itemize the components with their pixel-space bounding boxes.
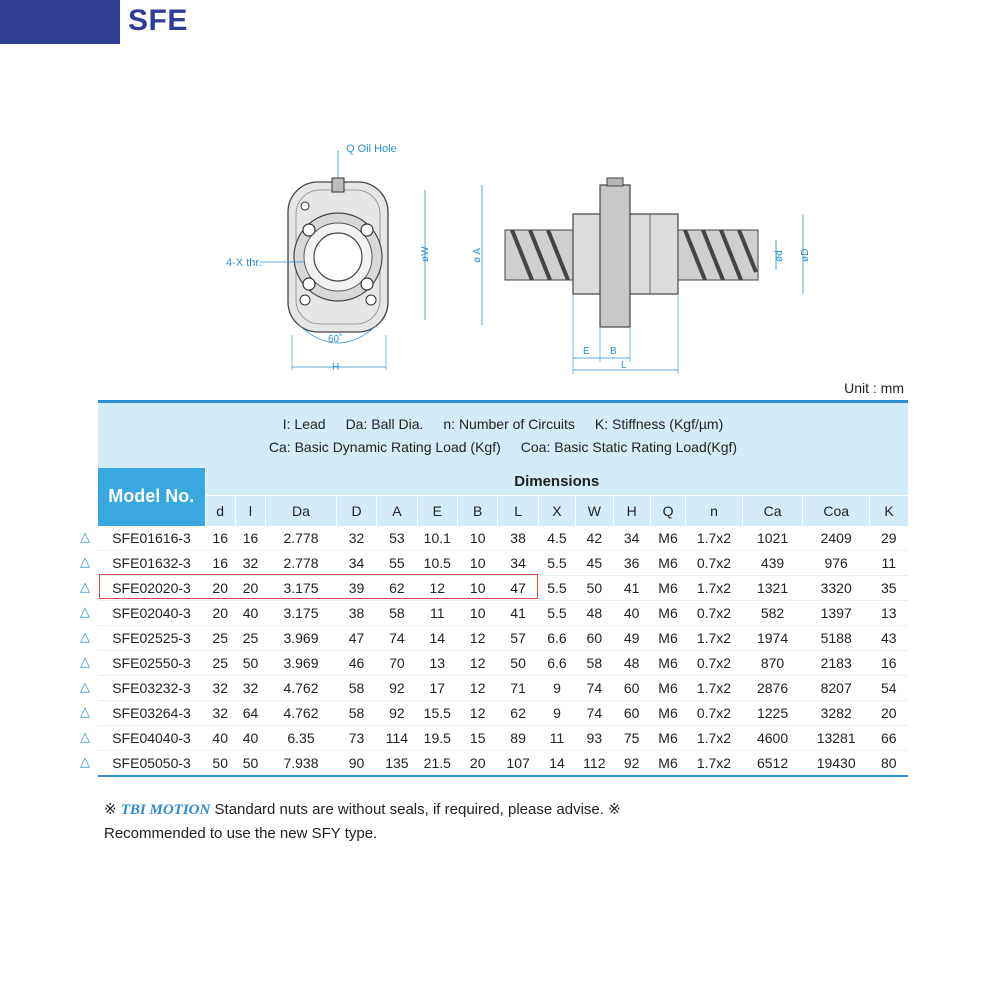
table-cell: 3.175 [266, 601, 337, 626]
table-cell: M6 [650, 601, 685, 626]
a-label: ø A [472, 247, 483, 263]
table-cell: 60 [613, 676, 650, 701]
front-view [226, 143, 431, 373]
row-marker: △ [80, 729, 90, 744]
legend-item: Da: Ball Dia. [345, 416, 424, 433]
table-row [98, 576, 908, 601]
legend-item: Ca: Basic Dynamic Rating Load (Kgf) [268, 439, 501, 456]
table-cell: 34 [336, 551, 376, 576]
legend [98, 402, 908, 468]
table-cell: 5.5 [538, 551, 575, 576]
table-cell: 34 [498, 551, 538, 576]
table-cell: 20 [205, 576, 235, 601]
table-cell: M6 [650, 626, 685, 651]
table-cell: 16 [235, 526, 265, 551]
row-marker: △ [80, 579, 90, 594]
table-cell: 1397 [803, 601, 870, 626]
table-cell: 17 [417, 676, 457, 701]
angle-label: 60˚ [328, 334, 343, 345]
table-cell: 40 [613, 601, 650, 626]
table-cell: 976 [803, 551, 870, 576]
table-cell: 25 [205, 626, 235, 651]
table-cell: 92 [377, 701, 417, 726]
table-cell: 74 [576, 676, 613, 701]
table-cell: 32 [235, 676, 265, 701]
table-cell: 73 [336, 726, 376, 751]
table-cell: 32 [205, 676, 235, 701]
table-cell: 40 [235, 601, 265, 626]
table-cell: 1.7x2 [686, 751, 743, 776]
column-header: Q [650, 496, 685, 526]
table-cell: 19430 [803, 751, 870, 776]
table-cell: 20 [870, 701, 909, 726]
table-cell: 29 [870, 526, 909, 551]
d-small-label: ød [774, 250, 785, 262]
table-cell: 20 [458, 751, 498, 776]
legend-item: K: Stiffness (Kgf/µm) [594, 416, 724, 433]
table-cell: 75 [613, 726, 650, 751]
w-label: øW [420, 246, 431, 262]
table-cell: M6 [650, 551, 685, 576]
legend-line-2 [98, 436, 908, 459]
table-cell: 58 [576, 651, 613, 676]
table-cell: 34 [613, 526, 650, 551]
table-cell: 47 [336, 626, 376, 651]
table-cell: 10.5 [417, 551, 457, 576]
column-header: D [336, 496, 376, 526]
table-cell: 13281 [803, 726, 870, 751]
column-header: l [235, 496, 265, 526]
table-cell: 12 [458, 626, 498, 651]
legend-line-1 [98, 413, 908, 436]
note-text-1: Standard nuts are without seals, if required, please advise. [214, 801, 604, 818]
column-header: Ca [742, 496, 803, 526]
table-cell: 6.6 [538, 626, 575, 651]
model-cell: SFE02550-3 [98, 651, 205, 676]
table-cell: 15 [458, 726, 498, 751]
table-cell: 32 [235, 551, 265, 576]
l-label: L [621, 360, 627, 371]
header-bar [0, 0, 120, 44]
model-cell: SFE02020-3 [98, 576, 205, 601]
table-cell: 74 [377, 626, 417, 651]
table-cell: 3320 [803, 576, 870, 601]
column-header: d [205, 496, 235, 526]
column-header: H [613, 496, 650, 526]
table-cell: 11 [870, 551, 909, 576]
table-cell: 870 [742, 651, 803, 676]
table-cell: 1.7x2 [686, 726, 743, 751]
table-row [98, 751, 908, 776]
model-cell: SFE03264-3 [98, 701, 205, 726]
table-row [98, 626, 908, 651]
table-cell: 60 [613, 701, 650, 726]
table-cell: 6512 [742, 751, 803, 776]
model-cell: SFE05050-3 [98, 751, 205, 776]
column-header: W [576, 496, 613, 526]
row-marker: △ [80, 654, 90, 669]
table-cell: M6 [650, 751, 685, 776]
table-cell: 32 [205, 701, 235, 726]
table-cell: 66 [870, 726, 909, 751]
table-cell: 50 [205, 751, 235, 776]
table-cell: 3282 [803, 701, 870, 726]
table-cell: 92 [377, 676, 417, 701]
table-cell: 50 [498, 651, 538, 676]
e-label: E [583, 346, 590, 357]
table-cell: 5.5 [538, 601, 575, 626]
table-cell: 62 [498, 701, 538, 726]
table-cell: 10 [458, 601, 498, 626]
note-line-1 [104, 798, 621, 822]
table-cell: 2.778 [266, 551, 337, 576]
column-headers [98, 496, 908, 526]
oil-hole-label: Q Oil Hole [346, 143, 397, 155]
table-cell: 41 [613, 576, 650, 601]
table-cell: 64 [235, 701, 265, 726]
table-cell: 48 [576, 601, 613, 626]
table-cell: 74 [576, 701, 613, 726]
table-cell: 10 [458, 526, 498, 551]
table-cell: 40 [205, 726, 235, 751]
table-cell: 11 [417, 601, 457, 626]
d-big-label: øD [800, 248, 811, 262]
note [104, 798, 621, 845]
dimensions-header: Dimensions [205, 468, 908, 496]
table-cell: 0.7x2 [686, 601, 743, 626]
row-marker: △ [80, 754, 90, 769]
table-cell: 43 [870, 626, 909, 651]
model-cell: SFE02525-3 [98, 626, 205, 651]
table-cell: 6.35 [266, 726, 337, 751]
table-cell: 16 [205, 526, 235, 551]
table-cell: 70 [377, 651, 417, 676]
row-marker: △ [80, 704, 90, 719]
table-cell: 439 [742, 551, 803, 576]
table-cell: 11 [538, 726, 575, 751]
table-cell: M6 [650, 676, 685, 701]
table-cell: 71 [498, 676, 538, 701]
model-header: Model No. [98, 468, 205, 526]
table-cell: 14 [417, 626, 457, 651]
table-cell: 50 [235, 651, 265, 676]
table-cell: 3.175 [266, 576, 337, 601]
table-cell: 1974 [742, 626, 803, 651]
table-cell: 36 [613, 551, 650, 576]
table-cell: 80 [870, 751, 909, 776]
table-cell: 107 [498, 751, 538, 776]
table-cell: 58 [336, 701, 376, 726]
table-cell: 3.969 [266, 651, 337, 676]
table-cell: 10 [458, 551, 498, 576]
table-cell: M6 [650, 701, 685, 726]
table-cell: 92 [613, 751, 650, 776]
table-cell: 1225 [742, 701, 803, 726]
table-cell: 10 [458, 576, 498, 601]
table-cell: 1021 [742, 526, 803, 551]
table-cell: 41 [498, 601, 538, 626]
table-cell: 1321 [742, 576, 803, 601]
table-cell: 6.6 [538, 651, 575, 676]
column-header: Coa [803, 496, 870, 526]
table-cell: M6 [650, 526, 685, 551]
table-cell: 5188 [803, 626, 870, 651]
table-cell: 3.969 [266, 626, 337, 651]
table-cell: 10.1 [417, 526, 457, 551]
table-cell: 2876 [742, 676, 803, 701]
table-cell: 20 [205, 601, 235, 626]
thread-label: 4-X thr. [226, 257, 262, 269]
table-cell: 25 [205, 651, 235, 676]
table-cell: 2183 [803, 651, 870, 676]
table-cell: 4.5 [538, 526, 575, 551]
table-cell: 39 [336, 576, 376, 601]
table-cell: 58 [377, 601, 417, 626]
table-cell: 15.5 [417, 701, 457, 726]
table-cell: 2409 [803, 526, 870, 551]
note-mark: ※ [104, 801, 117, 818]
spec-table [98, 400, 908, 777]
table-cell: 13 [417, 651, 457, 676]
table-cell: 16 [870, 651, 909, 676]
legend-item: Coa: Basic Static Rating Load(Kgf) [520, 439, 738, 456]
model-cell: SFE04040-3 [98, 726, 205, 751]
table-cell: 40 [235, 726, 265, 751]
table-cell: 4.762 [266, 676, 337, 701]
table-cell: 57 [498, 626, 538, 651]
table-cell: 13 [870, 601, 909, 626]
table-cell: 1.7x2 [686, 676, 743, 701]
column-header: B [458, 496, 498, 526]
model-cell: SFE01632-3 [98, 551, 205, 576]
table-cell: 55 [377, 551, 417, 576]
table-cell: 114 [377, 726, 417, 751]
table-cell: 1.7x2 [686, 626, 743, 651]
table-row [98, 526, 908, 551]
column-header: n [686, 496, 743, 526]
table-cell: M6 [650, 726, 685, 751]
table-cell: 58 [336, 676, 376, 701]
table-cell: 9 [538, 701, 575, 726]
table-cell: 19.5 [417, 726, 457, 751]
b-label: B [610, 346, 617, 357]
table-cell: 38 [336, 601, 376, 626]
table-cell: 582 [742, 601, 803, 626]
table-cell: 48 [613, 651, 650, 676]
table-cell: 8207 [803, 676, 870, 701]
model-cell: SFE01616-3 [98, 526, 205, 551]
column-header: E [417, 496, 457, 526]
table-cell: 12 [458, 701, 498, 726]
table-cell: 60 [576, 626, 613, 651]
brand-name: TBI MOTION [120, 802, 211, 818]
row-marker: △ [80, 529, 90, 544]
model-cell: SFE02040-3 [98, 601, 205, 626]
table-cell: 0.7x2 [686, 651, 743, 676]
page-title: SFE [128, 4, 188, 37]
table-cell: 89 [498, 726, 538, 751]
table-cell: 9 [538, 676, 575, 701]
column-header: X [538, 496, 575, 526]
table-cell: 112 [576, 751, 613, 776]
note-mark-end: ※ [608, 801, 621, 818]
table-cell: 16 [205, 551, 235, 576]
model-cell: SFE03232-3 [98, 676, 205, 701]
table-cell: 20 [235, 576, 265, 601]
table-cell: 1.7x2 [686, 526, 743, 551]
table-cell: 0.7x2 [686, 551, 743, 576]
table-cell: 25 [235, 626, 265, 651]
table-cell: 90 [336, 751, 376, 776]
unit-label: Unit : mm [844, 380, 904, 396]
table-cell: 93 [576, 726, 613, 751]
table-cell: 14 [538, 751, 575, 776]
table-cell: 42 [576, 526, 613, 551]
table-cell: 0.7x2 [686, 701, 743, 726]
table-cell: 5.5 [538, 576, 575, 601]
side-view [472, 178, 811, 374]
table-cell: 35 [870, 576, 909, 601]
table-cell: 50 [576, 576, 613, 601]
technical-drawing [200, 130, 820, 380]
table-row [98, 726, 908, 751]
table-cell: 1.7x2 [686, 576, 743, 601]
table-cell: 7.938 [266, 751, 337, 776]
table-cell: 46 [336, 651, 376, 676]
row-marker: △ [80, 679, 90, 694]
table-cell: 62 [377, 576, 417, 601]
table-cell: 49 [613, 626, 650, 651]
table-row [98, 551, 908, 576]
table-cell: 50 [235, 751, 265, 776]
table-cell: 32 [336, 526, 376, 551]
row-marker: △ [80, 604, 90, 619]
table-cell: 12 [458, 651, 498, 676]
column-header: A [377, 496, 417, 526]
column-header: K [870, 496, 909, 526]
table-cell: 12 [417, 576, 457, 601]
row-marker: △ [80, 629, 90, 644]
table-cell: 135 [377, 751, 417, 776]
table-cell: 38 [498, 526, 538, 551]
legend-item: I: Lead [282, 416, 326, 433]
table-cell: M6 [650, 576, 685, 601]
column-header: L [498, 496, 538, 526]
table-cell: 21.5 [417, 751, 457, 776]
table-cell: 12 [458, 676, 498, 701]
table-row [98, 701, 908, 726]
table-cell: 45 [576, 551, 613, 576]
table-cell: 47 [498, 576, 538, 601]
table-cell: 4600 [742, 726, 803, 751]
table-cell: M6 [650, 651, 685, 676]
legend-item: n: Number of Circuits [443, 416, 575, 433]
table-body [98, 526, 908, 776]
row-marker: △ [80, 554, 90, 569]
table-cell: 54 [870, 676, 909, 701]
table-cell: 53 [377, 526, 417, 551]
table-row [98, 676, 908, 701]
h-label: H [332, 362, 340, 373]
table-row [98, 601, 908, 626]
column-header: Da [266, 496, 337, 526]
table-cell: 2.778 [266, 526, 337, 551]
note-line-2: Recommended to use the new SFY type. [104, 825, 378, 842]
table-row [98, 651, 908, 676]
table-cell: 4.762 [266, 701, 337, 726]
